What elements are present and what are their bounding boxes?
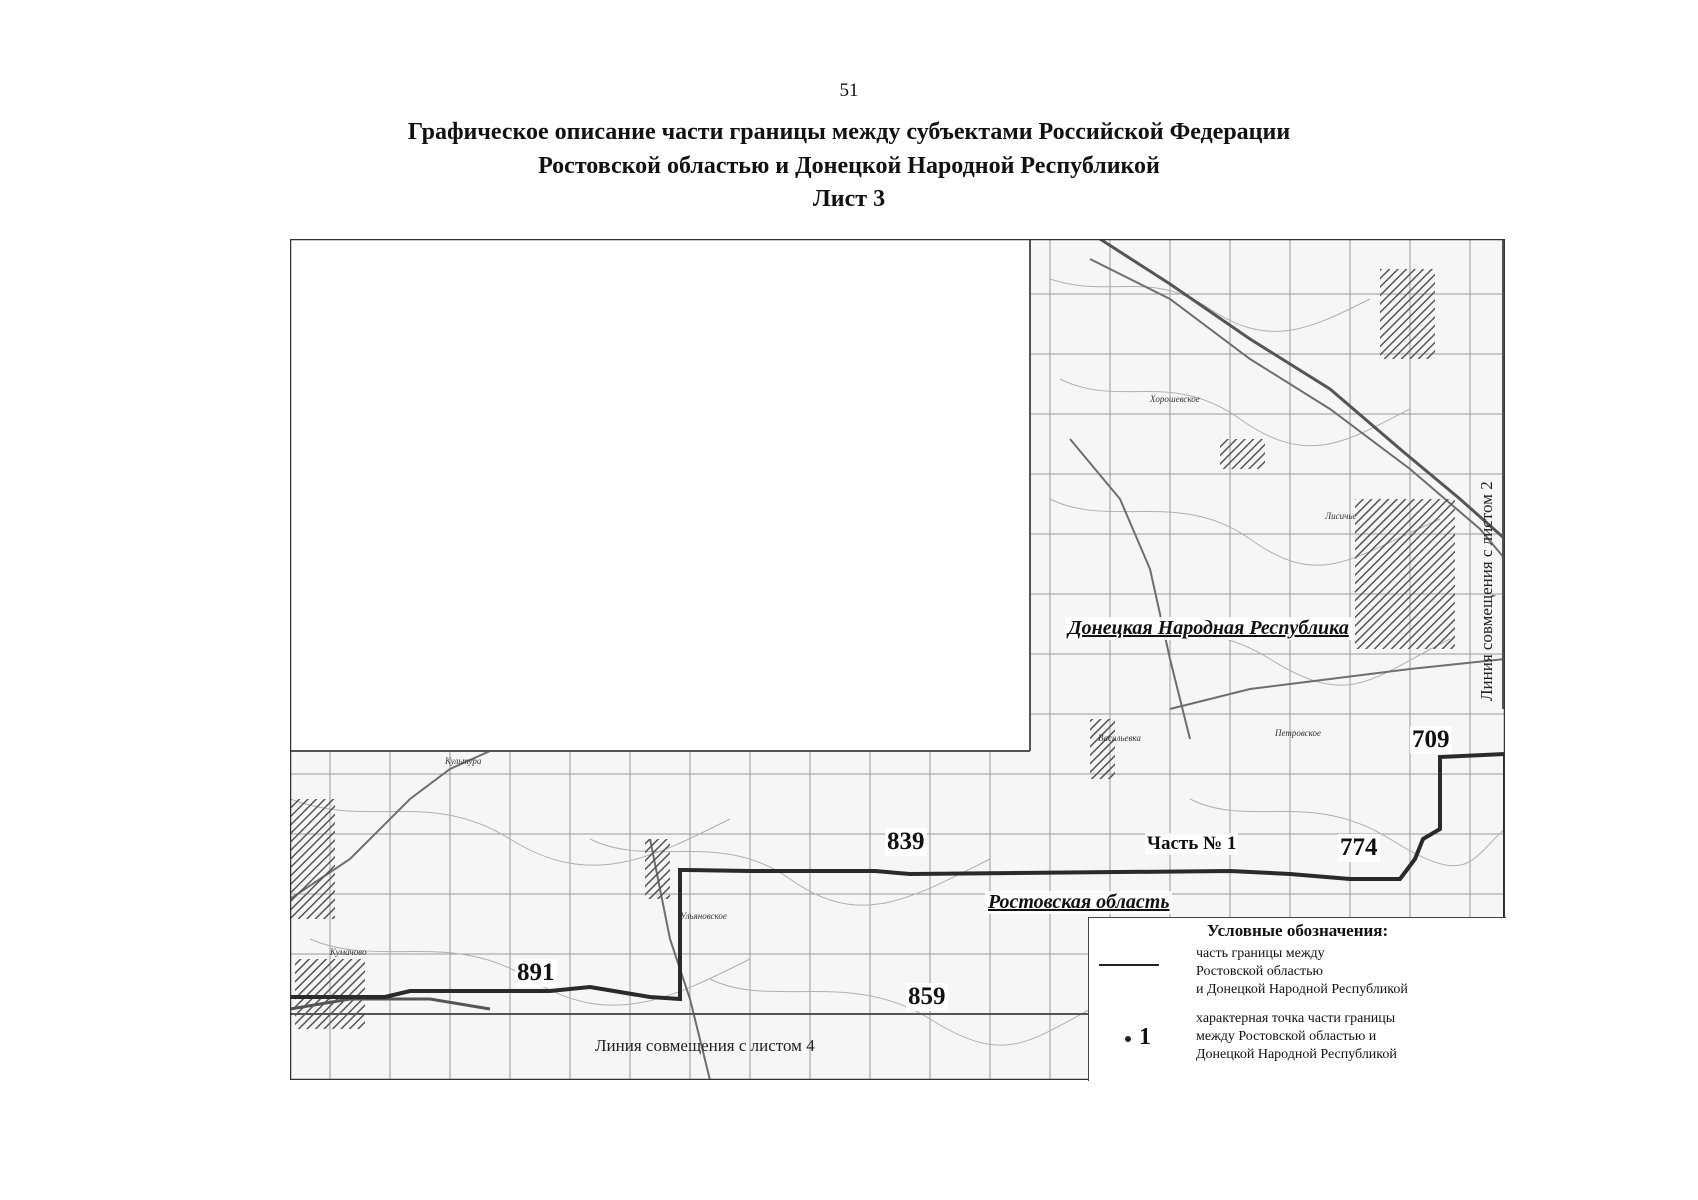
settlement-label: Ульяновское [680, 911, 727, 921]
point-891: 891 [517, 959, 555, 986]
combine-line-label-right: Линия совмещения с листом 2 [1477, 481, 1496, 701]
map-frame [290, 239, 1505, 1080]
region-label-dnr: Донецкая Народная Республика [1065, 617, 1352, 640]
map-legend [1088, 917, 1506, 1081]
combine-line-label-bottom: Линия совмещения с листом 4 [595, 1036, 815, 1055]
point-839: 839 [887, 828, 925, 855]
title-line-2: Ростовской областью и Донецкой Народной Республикой [538, 153, 1160, 179]
legend-point-text: характерная точка части границы между Ростовской областью и Донецкой Народной Республикой [1196, 1011, 1397, 1062]
settlement-label: Лисичье [1325, 511, 1357, 521]
region-label-rostov: Ростовская область [985, 891, 1172, 914]
settlement-label: Культура [445, 756, 482, 766]
legend-point-marker: 1 [1139, 1024, 1151, 1050]
settlement-label: Васильевка [1098, 733, 1141, 743]
legend-title: Условные обозначения: [1207, 921, 1389, 940]
sheet-label: Лист 3 [812, 186, 886, 212]
settlement-label: Петровское [1275, 728, 1322, 738]
title-line-1: Графическое описание части границы между субъектами Российской Федерации [407, 119, 1291, 145]
settlement-label: Кумачово [330, 947, 367, 957]
settlement-label: Хорошевское [1150, 394, 1200, 404]
point-709: 709 [1412, 726, 1450, 753]
legend-point-symbol [1125, 1036, 1131, 1042]
legend-boundary-text: часть границы между Ростовской областью и Донецкой Народной Республикой [1196, 946, 1408, 997]
point-859: 859 [908, 983, 946, 1010]
page-number: 51 [839, 80, 859, 101]
legend-boundary-symbol [1099, 964, 1159, 966]
part-label: Часть № 1 [1147, 833, 1237, 854]
point-774: 774 [1340, 834, 1378, 861]
